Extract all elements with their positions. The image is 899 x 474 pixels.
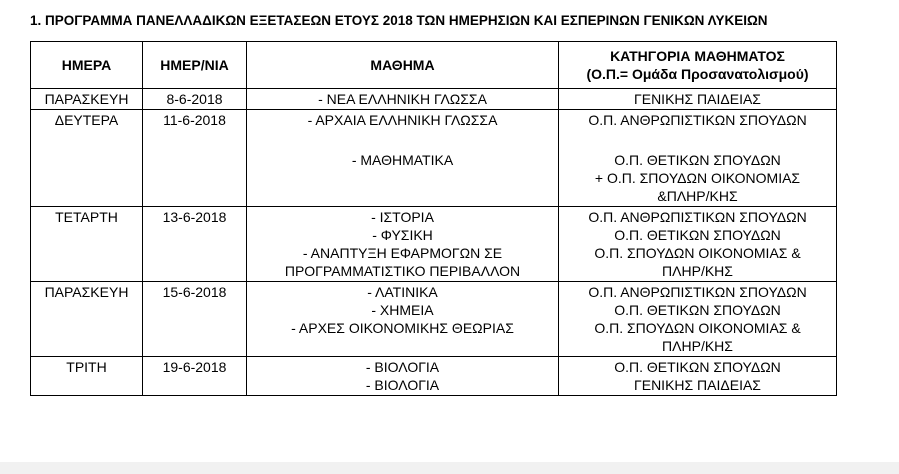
- category-line: ΓΕΝΙΚΗΣ ΠΑΙΔΕΙΑΣ: [634, 91, 761, 107]
- subject-line: ΠΡΟΓΡΑΜΜΑΤΙΣΤΙΚΟ ΠΕΡΙΒΑΛΛΟΝ: [284, 263, 521, 279]
- header-category-line2: (Ο.Π.= Ομάδα Προσανατολισμού): [586, 66, 809, 82]
- category-line: Ο.Π. ΑΝΘΡΩΠΙΣΤΙΚΩΝ ΣΠΟΥΔΩΝ: [588, 209, 807, 225]
- subject-line: - ΜΑΘΗΜΑΤΙΚΑ: [351, 152, 454, 168]
- table-row: [31, 357, 837, 396]
- subject-line: - ΦΥΣΙΚΗ: [372, 227, 433, 243]
- cell-category: [559, 110, 837, 207]
- subject-line: - ΑΝΑΠΤΥΞΗ ΕΦΑΡΜΟΓΩΝ ΣΕ: [302, 245, 503, 261]
- category-line: Ο.Π. ΘΕΤΙΚΩΝ ΣΠΟΥΔΩΝ: [614, 302, 781, 318]
- cell-date: 13-6-2018: [143, 207, 247, 282]
- subject-line: - ΝΕΑ ΕΛΛΗΝΙΚΗ ΓΛΩΣΣΑ: [318, 91, 487, 107]
- cell-date: 8-6-2018: [143, 89, 247, 110]
- category-line: + Ο.Π. ΣΠΟΥΔΩΝ ΟΙΚΟΝΟΜΙΑΣ: [594, 170, 801, 186]
- cell-day: ΤΕΤΑΡΤΗ: [31, 207, 143, 282]
- category-line: Ο.Π. ΣΠΟΥΔΩΝ ΟΙΚΟΝΟΜΙΑΣ &: [594, 320, 801, 336]
- table-body: [31, 89, 837, 396]
- header-category-line1: ΚΑΤΗΓΟΡΙΑ ΜΑΘΗΜΑΤΟΣ: [610, 48, 785, 64]
- cell-category: [559, 207, 837, 282]
- subject-line: - ΑΡΧΕΣ ΟΙΚΟΝΟΜΙΚΗΣ ΘΕΩΡΙΑΣ: [291, 320, 514, 336]
- cell-day: ΤΡΙΤΗ: [31, 357, 143, 396]
- cell-category: [559, 282, 837, 357]
- cell-day: ΔΕΥΤΕΡΑ: [31, 110, 143, 207]
- header-subject: ΜΑΘΗΜΑ: [247, 42, 559, 89]
- cell-day: ΠΑΡΑΣΚΕΥΗ: [31, 89, 143, 110]
- cell-date: 19-6-2018: [143, 357, 247, 396]
- table-row: [31, 207, 837, 282]
- category-line: Ο.Π. ΘΕΤΙΚΩΝ ΣΠΟΥΔΩΝ: [614, 227, 781, 243]
- subject-line: - ΒΙΟΛΟΓΙΑ: [365, 377, 440, 393]
- category-line: &ΠΛΗΡ/ΚΗΣ: [657, 188, 738, 204]
- header-date: ΗΜΕΡ/ΝΙΑ: [143, 42, 247, 89]
- cell-category: [559, 357, 837, 396]
- subject-line: - ΑΡΧΑΙΑ ΕΛΛΗΝΙΚΗ ΓΛΩΣΣΑ: [307, 112, 498, 128]
- subject-line: - ΛΑΤΙΝΙΚΑ: [367, 284, 438, 300]
- table-row: [31, 89, 837, 110]
- cell-date: 15-6-2018: [143, 282, 247, 357]
- category-line: Ο.Π. ΘΕΤΙΚΩΝ ΣΠΟΥΔΩΝ: [614, 359, 781, 375]
- document-title: 1. ΠΡΟΓΡΑΜΜΑ ΠΑΝΕΛΛΑΔΙΚΩΝ ΕΞΕΤΑΣΕΩΝ ΕΤΟΥΣ 2018 ΤΩΝ ΗΜΕΡΗΣΙΩΝ ΚΑΙ ΕΣΠΕΡΙΝΩΝ ΓΕΝΙΚΩΝ ΛΥΚΕΙΩΝ: [30, 13, 768, 28]
- cell-subject: [247, 207, 559, 282]
- header-category: [559, 42, 837, 89]
- header-day: ΗΜΕΡΑ: [31, 42, 143, 89]
- category-line: ΓΕΝΙΚΗΣ ΠΑΙΔΕΙΑΣ: [634, 377, 761, 393]
- category-line: Ο.Π. ΘΕΤΙΚΩΝ ΣΠΟΥΔΩΝ: [614, 152, 781, 168]
- cell-subject: [247, 282, 559, 357]
- category-line: Ο.Π. ΑΝΘΡΩΠΙΣΤΙΚΩΝ ΣΠΟΥΔΩΝ: [588, 112, 807, 128]
- subject-line: - ΙΣΤΟΡΙΑ: [371, 209, 434, 225]
- category-line: Ο.Π. ΣΠΟΥΔΩΝ ΟΙΚΟΝΟΜΙΑΣ &: [594, 245, 801, 261]
- cell-day: ΠΑΡΑΣΚΕΥΗ: [31, 282, 143, 357]
- table-row: [31, 110, 837, 207]
- table-header-row: [31, 42, 837, 89]
- subject-line: - ΧΗΜΕΙΑ: [371, 302, 434, 318]
- cell-category: [559, 89, 837, 110]
- category-line: Ο.Π. ΑΝΘΡΩΠΙΣΤΙΚΩΝ ΣΠΟΥΔΩΝ: [588, 284, 807, 300]
- cell-subject: [247, 357, 559, 396]
- category-line: ΠΛΗΡ/ΚΗΣ: [662, 338, 733, 354]
- cell-subject: [247, 110, 559, 207]
- subject-line: [251, 129, 554, 151]
- category-line: ΠΛΗΡ/ΚΗΣ: [662, 263, 733, 279]
- subject-line: - ΒΙΟΛΟΓΙΑ: [365, 359, 440, 375]
- cell-date: 11-6-2018: [143, 110, 247, 207]
- table-row: [31, 282, 837, 357]
- exam-schedule-table: [30, 41, 837, 396]
- cell-subject: [247, 89, 559, 110]
- bottom-bar: [0, 462, 899, 474]
- category-line: [563, 129, 832, 151]
